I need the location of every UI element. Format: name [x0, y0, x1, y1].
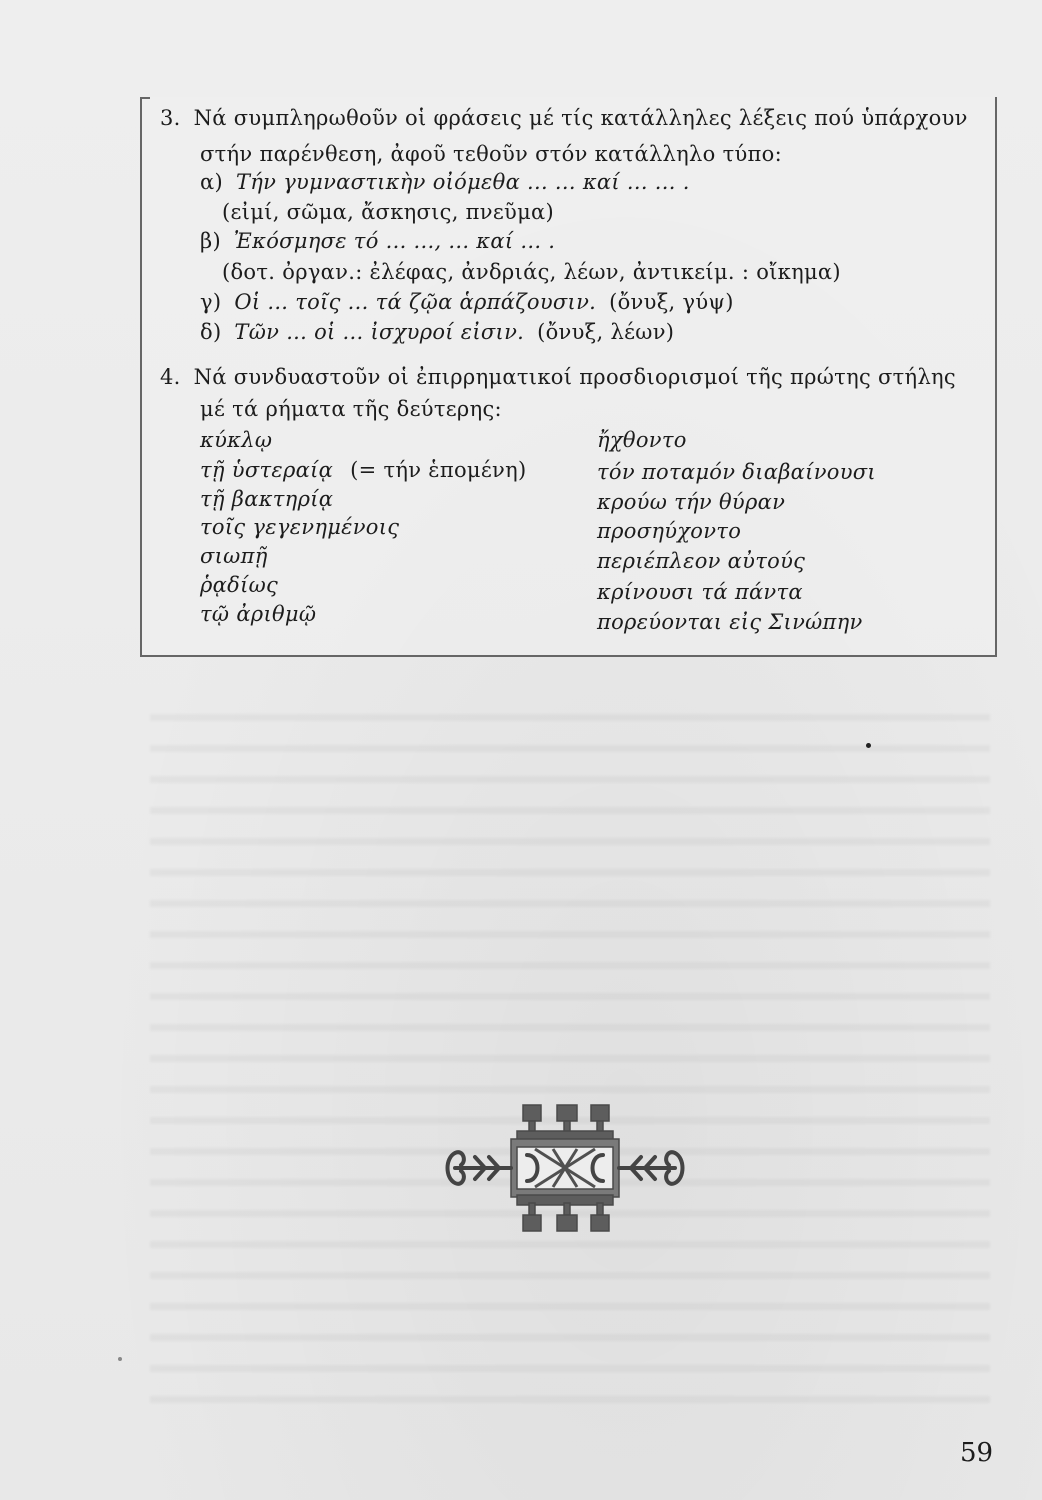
exercise-3-item-d [200, 319, 674, 345]
column2-item: τόν ποταμόν διαβαίνουσι [597, 460, 876, 484]
column2-item: πορεύονται εἰς Σινώπην [597, 610, 863, 634]
exercise-3-hint-b: (δοτ. ὀργαν.: ἐλέφας, ἀνδριάς, λέων, ἀντικείμ. : οἴκημα) [222, 260, 841, 284]
item-sentence: Τῶν ... οἱ ... ἰσχυροί εἰσιν. [234, 320, 525, 344]
page-number: 59 [960, 1438, 994, 1468]
exercise-3-item-a [200, 169, 690, 195]
exercise-3-instruction-1: Νά συμπληρωθοῦν οἱ φράσεις μέ τίς κατάλληλες λέξεις πού ὑπάρχουν [193, 106, 968, 130]
exercise-3-hint-a: (εἰμί, σῶμα, ἄσκησις, πνεῦμα) [222, 200, 555, 224]
column1-item: τοῖς γεγενημένοις [200, 515, 400, 539]
item-sentence: Οἱ ... τοῖς ... τά ζῷα ἁρπάζουσιν. [234, 290, 597, 314]
column1-note: (= τήν ἑπομένη) [350, 458, 527, 482]
box-corner-rule [140, 97, 150, 99]
item-hint: (ὄνυξ, λέων) [537, 320, 675, 344]
column1-item [200, 457, 526, 483]
scan-speck [866, 743, 871, 748]
item-hint: (ὄνυξ, γύψ) [609, 290, 734, 314]
item-label: α) [200, 170, 223, 194]
item-label: δ) [200, 320, 222, 344]
exercise-3-item-c [200, 289, 734, 315]
column2-item: ἤχθοντο [597, 428, 687, 452]
column1-item: κύκλῳ [200, 428, 273, 452]
decorative-ornament-icon [445, 1103, 685, 1235]
show-through-text [150, 690, 990, 1410]
exercise-3-instruction-2: στήν παρένθεση, ἀφοῦ τεθοῦν στόν κατάλληλο τύπο: [200, 142, 782, 166]
exercise-3-number: 3. [160, 106, 181, 130]
exercise-3-line-1 [160, 105, 968, 131]
column1-item: ῥᾳδίως [200, 573, 279, 597]
exercise-3-item-b [200, 228, 555, 254]
exercise-4-number: 4. [160, 365, 181, 389]
column1-item: τῇ βακτηρίᾳ [200, 487, 334, 511]
column1-text: τῇ ὑστεραίᾳ [200, 458, 334, 482]
column2-item: κρούω τήν θύραν [597, 490, 786, 514]
item-label: β) [200, 229, 221, 253]
item-sentence: Τήν γυμναστικὴν οἰόμεθα ... ... καί ... ... . [235, 170, 690, 194]
item-sentence: Ἐκόσμησε τό ... ..., ... καί ... . [233, 229, 556, 253]
column1-item: τῷ ἀριθμῷ [200, 602, 317, 626]
item-label: γ) [200, 290, 222, 314]
exercise-4-line-1 [160, 364, 956, 390]
exercise-4-instruction-2: μέ τά ρήματα τῆς δεύτερης: [200, 397, 502, 421]
scan-speck [118, 1357, 122, 1361]
column1-item: σιωπῇ [200, 544, 268, 568]
column2-item: προσηύχοντο [597, 519, 742, 543]
column2-item: περιέπλεον αὐτούς [597, 549, 806, 573]
column2-item: κρίνουσι τά πάντα [597, 580, 803, 604]
exercise-4-instruction-1: Νά συνδυαστοῦν οἱ ἐπιρρηματικοί προσδιορισμοί τῆς πρώτης στήλης [193, 365, 956, 389]
